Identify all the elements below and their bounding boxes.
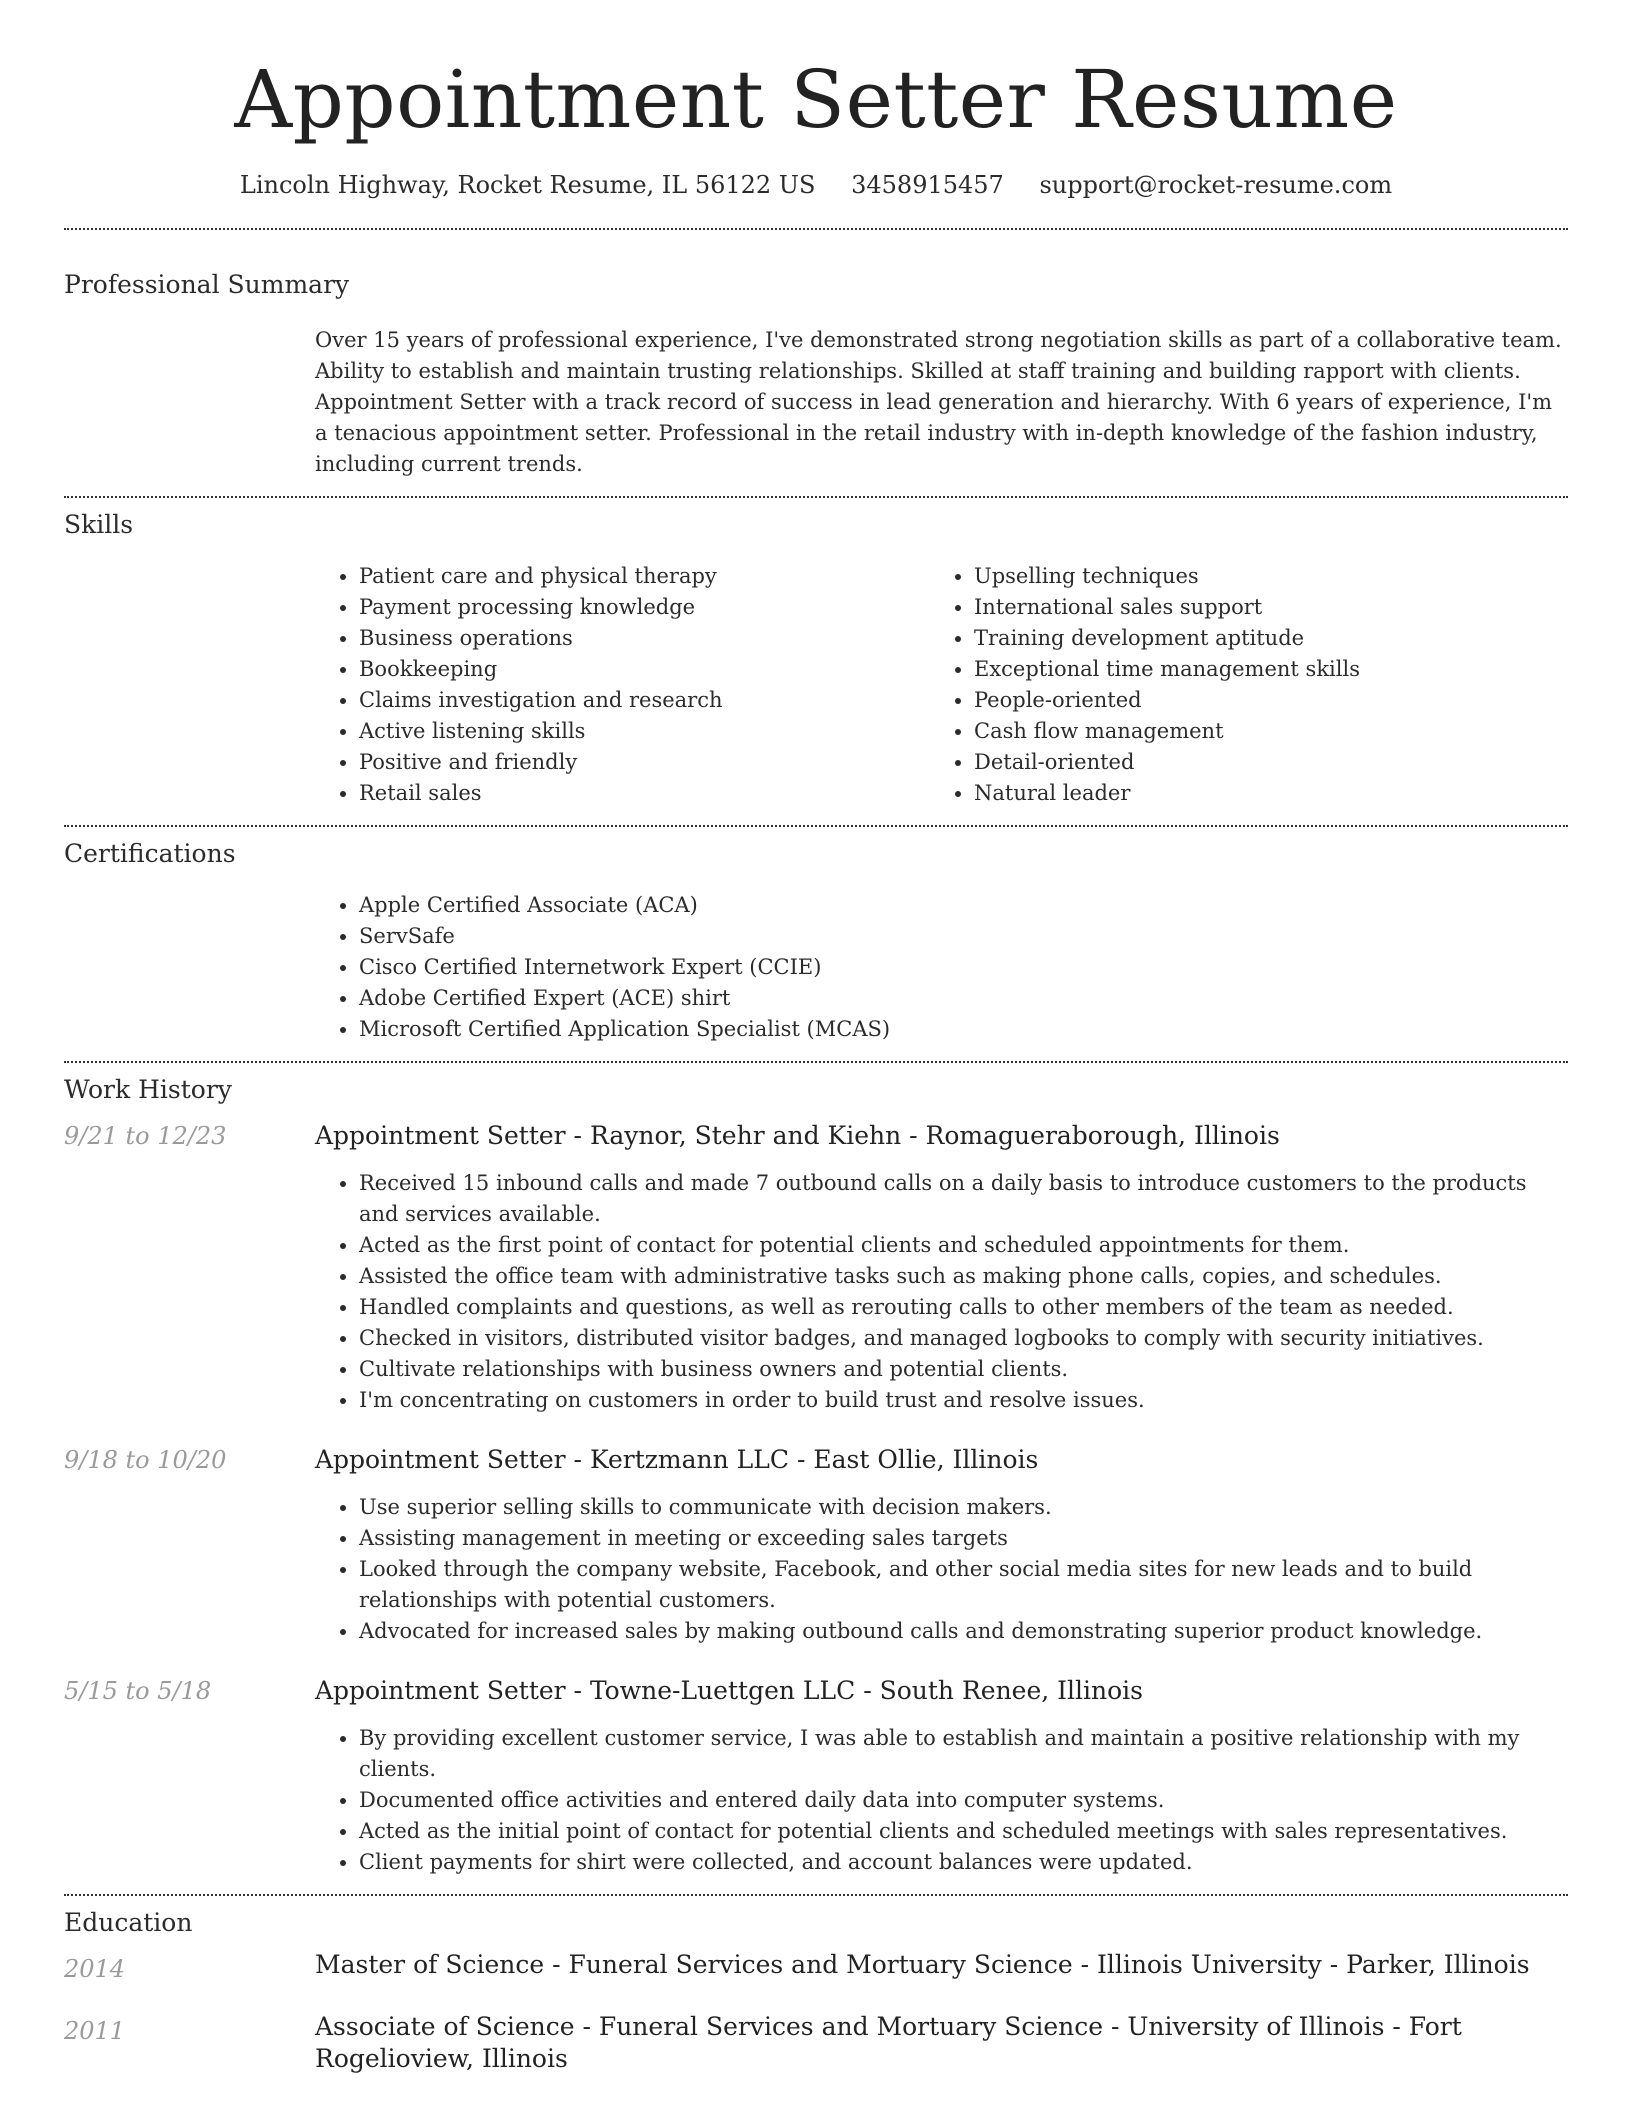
divider [64, 1061, 1568, 1063]
skill-item: • Retail sales [359, 778, 930, 809]
skills-column-right [930, 561, 1545, 809]
education-heading: Associate of Science - Funeral Services and Mortuary Science - University of Illinois - Fort Rogelioview, Illinois [315, 2012, 1462, 2073]
job-heading: Appointment Setter - Towne-Luettgen LLC - South Renee, Illinois [315, 1676, 1144, 1705]
certification-item: • Microsoft Certified Application Specialist (MCAS) [359, 1014, 1568, 1045]
job-bullet: • Checked in visitors, distributed visitor badges, and managed logbooks to comply with security initiatives. [359, 1323, 1568, 1354]
resume-title: Appointment Setter Resume [234, 53, 1398, 146]
section-title-summary: Professional Summary [64, 270, 350, 299]
skill-item: • Claims investigation and research [359, 685, 930, 716]
skill-item: • Patient care and physical therapy [359, 561, 930, 592]
education-year: 2014 [64, 1955, 126, 1983]
skills-column-left [315, 561, 930, 809]
job-entry [64, 1440, 1568, 1647]
divider [64, 228, 1568, 230]
certifications-list [315, 890, 1568, 1045]
education-entry [64, 1949, 1568, 1989]
education-year: 2011 [64, 2017, 126, 2045]
skill-item: • International sales support [974, 592, 1545, 623]
job-bullet: • Cultivate relationships with business owners and potential clients. [359, 1354, 1568, 1385]
job-heading: Appointment Setter - Kertzmann LLC - East Ollie, Illinois [315, 1445, 1039, 1474]
skill-item: • Natural leader [974, 778, 1545, 809]
job-bullet: • Advocated for increased sales by making outbound calls and demonstrating superior product knowledge. [359, 1616, 1568, 1647]
skill-item: • Business operations [359, 623, 930, 654]
job-entry [64, 1116, 1568, 1416]
job-entry [64, 1671, 1568, 1878]
job-bullet: • Documented office activities and entered daily data into computer systems. [359, 1785, 1568, 1816]
skill-item: • Training development aptitude [974, 623, 1545, 654]
job-bullet: • By providing excellent customer service, I was able to establish and maintain a positive relationship with my clients. [359, 1723, 1568, 1785]
job-bullet: • Assisting management in meeting or exceeding sales targets [359, 1523, 1568, 1554]
skill-item: • Upselling techniques [974, 561, 1545, 592]
job-heading: Appointment Setter - Raynor, Stehr and Kiehn - Romagueraborough, Illinois [315, 1121, 1280, 1150]
skill-item: • Bookkeeping [359, 654, 930, 685]
skill-item: • Exceptional time management skills [974, 654, 1545, 685]
job-bullet: • Use superior selling skills to communicate with decision makers. [359, 1492, 1568, 1523]
section-title-education: Education [64, 1908, 193, 1937]
contact-email[interactable]: support@rocket-resume.com [1039, 171, 1393, 199]
job-bullet: • Handled complaints and questions, as well as rerouting calls to other members of the team as needed. [359, 1292, 1568, 1323]
section-title-work-history: Work History [64, 1075, 232, 1104]
contact-address: Lincoln Highway, Rocket Resume, IL 56122 US [239, 171, 816, 199]
certification-item: • Adobe Certified Expert (ACE) shirt [359, 983, 1568, 1014]
skill-item: • Active listening skills [359, 716, 930, 747]
job-bullet: • Client payments for shirt were collected, and account balances were updated. [359, 1847, 1568, 1878]
summary-text: Over 15 years of professional experience, I've demonstrated strong negotiation skills as part of a collaborative team. Ability to establish and maintain trusting relationships. Skilled at staff training and building rapport with clients. Appointment Setter with a track record of success in lead generation and hierarchy. With 6 years of experience, I'm a tenacious appointment setter. Professional in the retail industry with in-depth knowledge of the fashion industry, including current trends. [315, 328, 1562, 476]
job-bullet: • Assisted the office team with administrative tasks such as making phone calls, copies, and schedules. [359, 1261, 1568, 1292]
skill-item: • Detail-oriented [974, 747, 1545, 778]
skills-list [315, 561, 1568, 809]
section-title-skills: Skills [64, 510, 134, 539]
section-title-certifications: Certifications [64, 839, 236, 868]
job-bullet: • Received 15 inbound calls and made 7 outbound calls on a daily basis to introduce customers to the products and services available. [359, 1168, 1568, 1230]
skill-item: • People-oriented [974, 685, 1545, 716]
job-bullet: • Looked through the company website, Facebook, and other social media sites for new leads and to build relationships with potential customers. [359, 1554, 1568, 1616]
skill-item: • Cash flow management [974, 716, 1545, 747]
education-entry [64, 2011, 1568, 2075]
certification-item: • Apple Certified Associate (ACA) [359, 890, 1568, 921]
skill-item: • Positive and friendly [359, 747, 930, 778]
job-dates: 9/18 to 10/20 [64, 1446, 227, 1474]
job-bullet: • Acted as the initial point of contact for potential clients and scheduled meetings with sales representatives. [359, 1816, 1568, 1847]
education-heading: Master of Science - Funeral Services and Mortuary Science - Illinois University - Parker, Illinois [315, 1950, 1530, 1979]
job-dates: 5/15 to 5/18 [64, 1677, 212, 1705]
divider [64, 1894, 1568, 1896]
job-dates: 9/21 to 12/23 [64, 1122, 227, 1150]
job-bullet: • Acted as the first point of contact for potential clients and scheduled appointments for them. [359, 1230, 1568, 1261]
contact-line [64, 168, 1568, 202]
resume-page [64, 0, 1568, 2075]
job-bullet: • I'm concentrating on customers in order to build trust and resolve issues. [359, 1385, 1568, 1416]
certification-item: • ServSafe [359, 921, 1568, 952]
divider [64, 496, 1568, 498]
skill-item: • Payment processing knowledge [359, 592, 930, 623]
contact-phone: 3458915457 [851, 171, 1004, 199]
certification-item: • Cisco Certified Internetwork Expert (CCIE) [359, 952, 1568, 983]
divider [64, 825, 1568, 827]
